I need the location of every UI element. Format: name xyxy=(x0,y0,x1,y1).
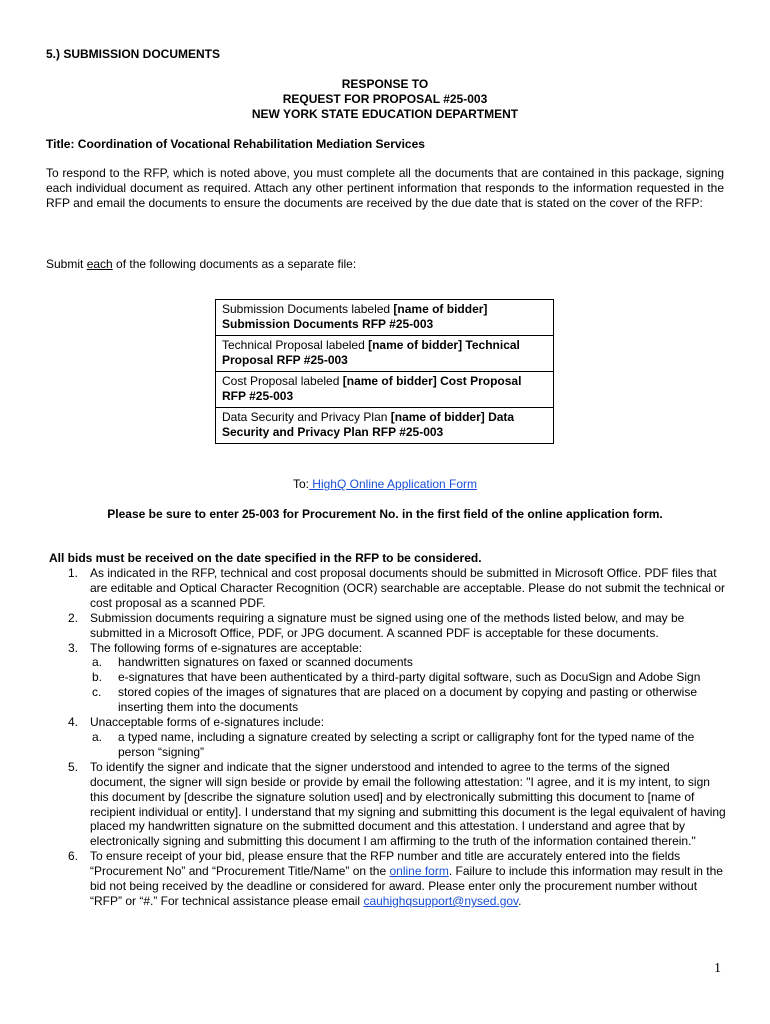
sub-list-text: e-signatures that have been authenticated by a third-party digital software, such as DocuSign and Adobe Sign xyxy=(118,670,701,685)
sub-list-item xyxy=(46,655,726,670)
list-item xyxy=(46,641,726,656)
list-text: The following forms of e-signatures are acceptable: xyxy=(90,640,363,655)
document-bold: [name of bidder] Data Security and Privacy Plan RFP #25-003 xyxy=(222,410,515,439)
list-text: Unacceptable forms of e-signatures include: xyxy=(90,715,325,730)
table-row xyxy=(216,372,554,408)
list-number: 2. xyxy=(68,610,79,625)
list-item xyxy=(46,760,726,849)
documents-table xyxy=(215,299,554,444)
to-label: To: xyxy=(292,477,309,491)
sub-list-letter: c. xyxy=(92,685,102,700)
support-email-link[interactable]: cauhighqsupport@nysed.gov xyxy=(363,893,519,908)
list-text: To identify the signer and indicate that the signer understood and intended to agree to the terms of the signed document, the signer will sign beside or provide by email the following attestation: "I agree, and it is my intent, to sign this document by [describe the signature solution used] and by electronically submitting this document to [name of recipient individual or entity]. I understand that my signing and submitting this document is the legal equivalent of having placed my handwritten signature on the submitted document and this attestation. I understand and agree that by electronically signing and submitting this document I am affirming to the truth of the information contained therein." xyxy=(90,759,726,849)
list-item xyxy=(46,715,726,730)
header-rfp-number: REQUEST FOR PROPOSAL #25-003 xyxy=(282,92,488,106)
table-row xyxy=(216,336,554,372)
sub-list-text: handwritten signatures on faxed or scanned documents xyxy=(118,655,413,670)
sub-list-text: stored copies of the images of signatures that are placed on a document by copying and pasting or otherwise inserting them into the documents xyxy=(118,685,698,715)
list-number: 4. xyxy=(68,715,79,730)
to-line xyxy=(0,477,770,491)
table-row xyxy=(216,300,554,336)
header-department: NEW YORK STATE EDUCATION DEPARTMENT xyxy=(251,107,519,121)
document-bold: [name of bidder] Cost Proposal RFP #25-003 xyxy=(222,374,522,403)
sub-list-text: a typed name, including a signature created by selecting a script or calligraphy font for the typed name of the person “signing” xyxy=(118,729,695,759)
document-plain: Cost Proposal labeled xyxy=(222,374,343,388)
document-plain: Technical Proposal labeled xyxy=(222,338,369,352)
highq-application-link[interactable]: HighQ Online Application Form xyxy=(308,477,478,491)
submit-before: Submit xyxy=(46,257,87,271)
list-number: 1. xyxy=(68,566,79,580)
submit-after: of the following documents as a separate file: xyxy=(112,257,357,271)
document-cell xyxy=(216,336,554,372)
document-plain: Submission Documents labeled xyxy=(222,302,394,316)
document-title: Title: Coordination of Vocational Rehabilitation Mediation Services xyxy=(46,137,425,151)
sub-list-letter: b. xyxy=(92,670,103,685)
list-text: As indicated in the RFP, technical and cost proposal documents should be submitted in Microsoft Office. PDF files that are editable and Optical Character Recognition (OCR) searchable are acceptable. Please do not submit the technical or cost proposal as a scanned PDF. xyxy=(90,566,726,610)
list-number: 3. xyxy=(68,640,79,655)
list-item xyxy=(46,611,726,641)
list-item xyxy=(46,849,726,909)
bids-heading: All bids must be received on the date specified in the RFP to be considered. xyxy=(49,551,482,565)
document-cell xyxy=(216,408,554,444)
document-bold: [name of bidder] Submission Documents RFP #25-003 xyxy=(222,302,488,331)
list-number: 6. xyxy=(68,849,79,864)
list-text: . Failure to include this information may result in the bid not being received by the deadline or considered for award. Please enter only the procurement number without “RFP” or “#.” For technical assistance please email xyxy=(90,864,723,908)
document-plain: Data Security and Privacy Plan xyxy=(222,410,391,424)
intro-paragraph: To respond to the RFP, which is noted above, you must complete all the documents that are contained in this package, signing each individual document as required. Attach any other pertinent information that responds to the information requested in the RFP and email the documents to ensure the documents are received by the due date that is stated on the cover of the RFP: xyxy=(46,166,724,210)
sub-list-item xyxy=(46,670,726,685)
table-row xyxy=(216,408,554,444)
submit-each-emphasis: each xyxy=(86,257,113,271)
instructions-list xyxy=(46,566,726,909)
page-number: 1 xyxy=(714,961,721,976)
header-response-to: RESPONSE TO xyxy=(341,77,429,91)
sub-list-letter: a. xyxy=(92,655,103,670)
list-number: 5. xyxy=(68,759,79,774)
list-text: . xyxy=(518,893,522,908)
sub-list-letter: a. xyxy=(92,729,103,744)
procurement-note: Please be sure to enter 25-003 for Procurement No. in the first field of the online application form. xyxy=(107,507,663,521)
section-heading: 5.) SUBMISSION DOCUMENTS xyxy=(46,47,221,61)
list-item xyxy=(46,566,726,611)
online-form-link[interactable]: online form xyxy=(389,864,449,879)
sub-list-item xyxy=(46,685,726,715)
document-cell xyxy=(216,300,554,336)
list-text: To ensure receipt of your bid, please ensure that the RFP number and title are accurately entered into the fields “Procurement No” and “Procurement Title/Name” on the xyxy=(90,849,681,879)
submit-instruction xyxy=(46,257,724,272)
list-text: Submission documents requiring a signature must be signed using one of the methods listed below, and may be submitted in a Microsoft Office, PDF, or JPG document. A scanned PDF is acceptable for these documents. xyxy=(90,610,685,640)
document-bold: [name of bidder] Technical Proposal RFP #25-003 xyxy=(222,338,520,367)
sub-list-item xyxy=(46,730,726,760)
document-cell xyxy=(216,372,554,408)
